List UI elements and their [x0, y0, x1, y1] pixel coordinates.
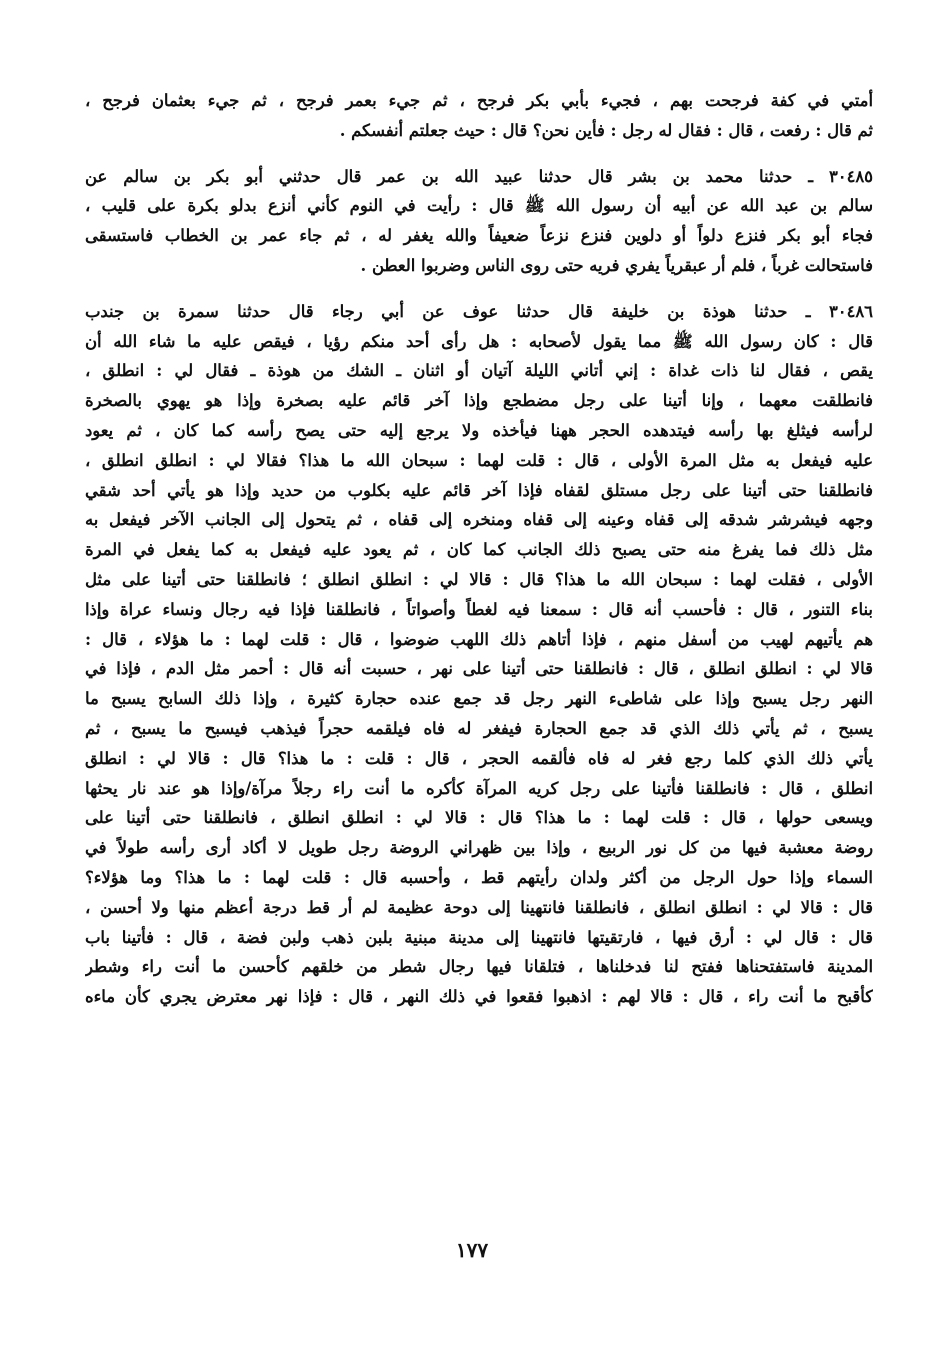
text-line: قال : قال لي : أرق فيها ، فارتقيتها فانتهينا إلى مدينة مبنية بلبن ذهب ولبن فضة ، قال : فأتينا باب	[85, 927, 873, 947]
text-line: يقص ، فقال لنا ذات غداة : إني أتاني الليلة آتيان أو اثنان ـ الشك من هوذة ـ فقال لي : انطلق ،	[85, 361, 873, 381]
paragraph-continuation	[85, 86, 873, 146]
text-line: المدينة فاستفتحناها ففتح لنا فدخلناها ، فتلقانا فيها رجال شطر من خلقهم كأحسن ما أنت راء وشطر	[85, 957, 873, 977]
text-line: الأولى ، فقلت لهما : سبحان الله ما هذا؟ قال : قالا لي : انطلق انطلق ؛ فانطلقنا حتى أتينا على مثل	[85, 569, 873, 589]
text-line: مثل ذلك فما يفرغ منه حتى يصبح ذلك الجانب كما كان ، ثم يعود عليه فيفعل به كما يفعل في المرة	[85, 540, 873, 560]
text-line: عليه فيفعل به مثل المرة الأولى ، قال : قلت لهما : سبحان الله ما هذا؟ فقالا لي : انطلق انطلق ،	[85, 450, 873, 470]
text-line: لرأسه فيثلغ بها رأسه فيتدهده الحجر ههنا فيأخذه ولا يرجع إليه حتى يصح رأسه كما كان ، ثم يعود	[85, 420, 873, 440]
text-line: فاستحالت غرباً ، فلم أر عبقرياً يفري فريه حتى روى الناس وضربوا العطن .	[360, 255, 873, 275]
text-line: قالا لي : انطلق انطلق ، قال : فانطلقنا حتى أتينا على نهر ، حسبت أنه قال : أحمر مثل الدم ، فإذا في	[85, 659, 873, 679]
text-line: ٣٠٤٨٦ ـ حدثنا هوذة بن خليفة قال حدثنا عوف عن أبي رجاء قال حدثنا سمرة بن جندب	[85, 301, 873, 321]
text-line: قال : قالا لي : انطلق انطلق ، فانطلقنا فانتهينا إلى دوحة عظيمة لم أر قط درجة أعظم منها ولا أحسن ،	[85, 897, 873, 917]
text-line: يسبح ، ثم يأتي ذلك الذي قد جمع الحجارة فيفغر له فاه فيلقمه حجراً فيذهب فيسبح ما يسبح ، ثم	[85, 718, 873, 738]
page-number: ١٧٧	[455, 1238, 489, 1262]
text-line: ويسعى حولها ، قال : قلت لهما : ما هذا؟ قال : قالا لي : انطلق انطلق ، فانطلقنا حتى أتينا على	[85, 808, 873, 828]
text-line: بناء التنور ، قال : فأحسب أنه قال : سمعنا فيه لغطاً وأصواتاً ، فانطلقنا فإذا فيه رجال ونساء عراة وإذا	[85, 599, 873, 619]
text-line: أمتي في كفة فرجحت بهم ، فجيء بأبي بكر فرجح ، ثم جيء بعمر فرجح ، ثم جيء بعثمان فرجح ،	[85, 91, 873, 110]
text-line: انطلق ، قال : فانطلقنا فأتينا على رجل كريه المرآة كأكره ما أنت راء رجلاً مرآة/وإذا هو عند نار يحثها	[85, 778, 873, 798]
paragraph-hadith-30485	[85, 162, 873, 281]
text-line: وجهه فيشرشر شدقه إلى قفاه وعينه إلى قفاه ومنخره إلى قفاه ، ثم يتحول إلى الجانب الآخر فيفعل به	[85, 510, 873, 530]
text-line: كأقبح ما أنت راء ، قال : قالا لهم : اذهبوا فقعوا في ذلك النهر ، قال : فإذا نهر معترض يجري كأن ماءه	[85, 987, 873, 1007]
text-line: فانطلقنا حتى أتينا على رجل مستلق لقفاه فإذا آخر قائم عليه بكلوب من حديد وإذا هو يأتي أحد شقي	[85, 480, 873, 500]
text-line: هم يأتيهم لهيب من أسفل منهم ، فإذا أتاهم ذلك اللهب ضوضوا ، قال : قلت لهما : ما هؤلاء ، قال :	[85, 629, 873, 649]
page-text	[85, 86, 873, 1012]
text-line: فانطلقت معهما ، وإنا أتينا على رجل مضطجع وإذا آخر قائم عليه بصخرة وإذا هو يهوي بالصخرة	[85, 391, 873, 411]
text-line: ٣٠٤٨٥ ـ حدثنا محمد بن بشر قال حدثنا عبيد الله بن عمر قال حدثني أبو بكر بن سالم عن	[85, 166, 873, 186]
text-line: روضة معشبة فيها من كل نور الربيع ، وإذا بين ظهراني الروضة رجل طويل لا أكاد أرى رأسه طولاً في	[85, 838, 873, 858]
text-line: يأتي ذلك الذي كلما رجع فغر له فاه فألقمه الحجر ، قال : قلت : ما هذا؟ قال : قالا لي : انطلق	[85, 748, 873, 768]
text-line: ثم قال : رفعت ، قال : فقال له رجل : فأين نحن؟ قال : حيث جعلتم أنفسكم .	[339, 120, 873, 140]
text-line: قال : كان رسول الله ﷺ مما يقول لأصحابه : هل رأى أحد منكم رؤيا ، فيقص عليه ما شاء الله أن	[85, 331, 873, 351]
paragraph-hadith-30486	[85, 297, 873, 1012]
text-line: فجاء أبو بكر فنزع دلواً أو دلوين فنزع نزعاً ضعيفاً والله يغفر له ، ثم جاء عمر بن الخطاب فاستسقى	[85, 226, 873, 246]
text-line: السماء وإذا حول الرجل من أكثر ولدان رأيتهم قط ، وأحسبه قال : قلت لهما : ما هذا؟ وما هؤلاء؟	[85, 867, 873, 887]
text-line: النهر رجل يسبح وإذا على شاطىء النهر رجل قد جمع عنده حجارة كثيرة ، وإذا ذلك السابح يسبح ما	[85, 689, 873, 709]
text-line: سالم بن عبد الله عن أبيه أن رسول الله ﷺ قال : رأيت في النوم كأني أنزع بدلو بكرة على قليب ،	[85, 196, 873, 216]
